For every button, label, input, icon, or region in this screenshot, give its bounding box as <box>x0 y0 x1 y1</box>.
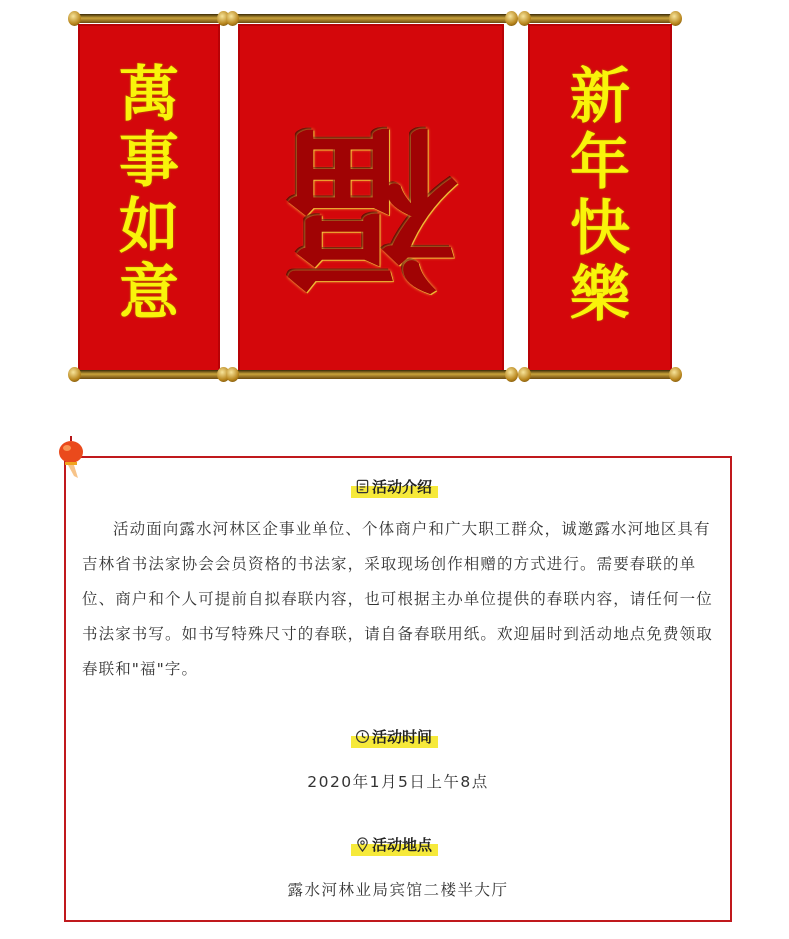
intro-title: 活动介绍 <box>371 478 432 496</box>
right-char-1: 新 <box>570 62 630 132</box>
left-scroll-bottom-rod <box>74 370 224 379</box>
clock-icon <box>355 729 370 744</box>
right-scroll-panel <box>528 24 672 372</box>
time-title: 活动时间 <box>371 728 432 746</box>
center-scroll <box>228 10 516 382</box>
intro-body: 活动面向露水河林区企事业单位、个体商户和广大职工群众，诚邀露水河地区具有吉林省书法家协会会员资格的书法家，采取现场创作相赠的方式进行。需要春联的单位、商户和个人可提前自拟春联内容，也可根据主办单位提供的春联内容，请任何一位书法家书写。如书写特殊尺寸的春联，请自备春联用纸。欢迎届时到活动地点免费领取春联和"福"字。 <box>82 520 713 678</box>
document-icon <box>355 479 370 494</box>
couplet-banners <box>0 0 789 390</box>
right-scroll-top-rod <box>524 14 676 23</box>
center-scroll-bottom-rod <box>232 370 512 379</box>
intro-heading <box>0 476 789 498</box>
center-scroll-panel <box>238 24 504 374</box>
right-scroll-bottom-rod <box>524 370 676 379</box>
place-value: 露水河林业局宾馆二楼半大厅 <box>287 881 509 899</box>
right-scroll <box>520 12 680 384</box>
left-char-2: 事 <box>119 126 179 196</box>
left-couplet-text <box>78 62 220 326</box>
left-char-1: 萬 <box>119 60 179 130</box>
center-scroll-top-rod <box>232 14 512 23</box>
location-pin-icon <box>355 837 370 852</box>
right-char-4: 樂 <box>570 260 630 330</box>
time-value: 2020年1月5日上午8点 <box>307 773 489 791</box>
left-char-4: 意 <box>119 258 179 328</box>
place-heading <box>0 834 789 856</box>
fu-character: 福 <box>283 103 459 308</box>
right-couplet-text <box>528 64 672 328</box>
right-char-2: 年 <box>570 128 630 198</box>
time-heading <box>0 726 789 748</box>
left-scroll-top-rod <box>74 14 224 23</box>
left-scroll <box>70 12 228 384</box>
left-char-3: 如 <box>119 192 179 262</box>
place-title: 活动地点 <box>371 836 432 854</box>
right-char-3: 快 <box>570 194 630 264</box>
lantern-icon <box>56 436 86 480</box>
left-scroll-panel <box>78 24 220 372</box>
